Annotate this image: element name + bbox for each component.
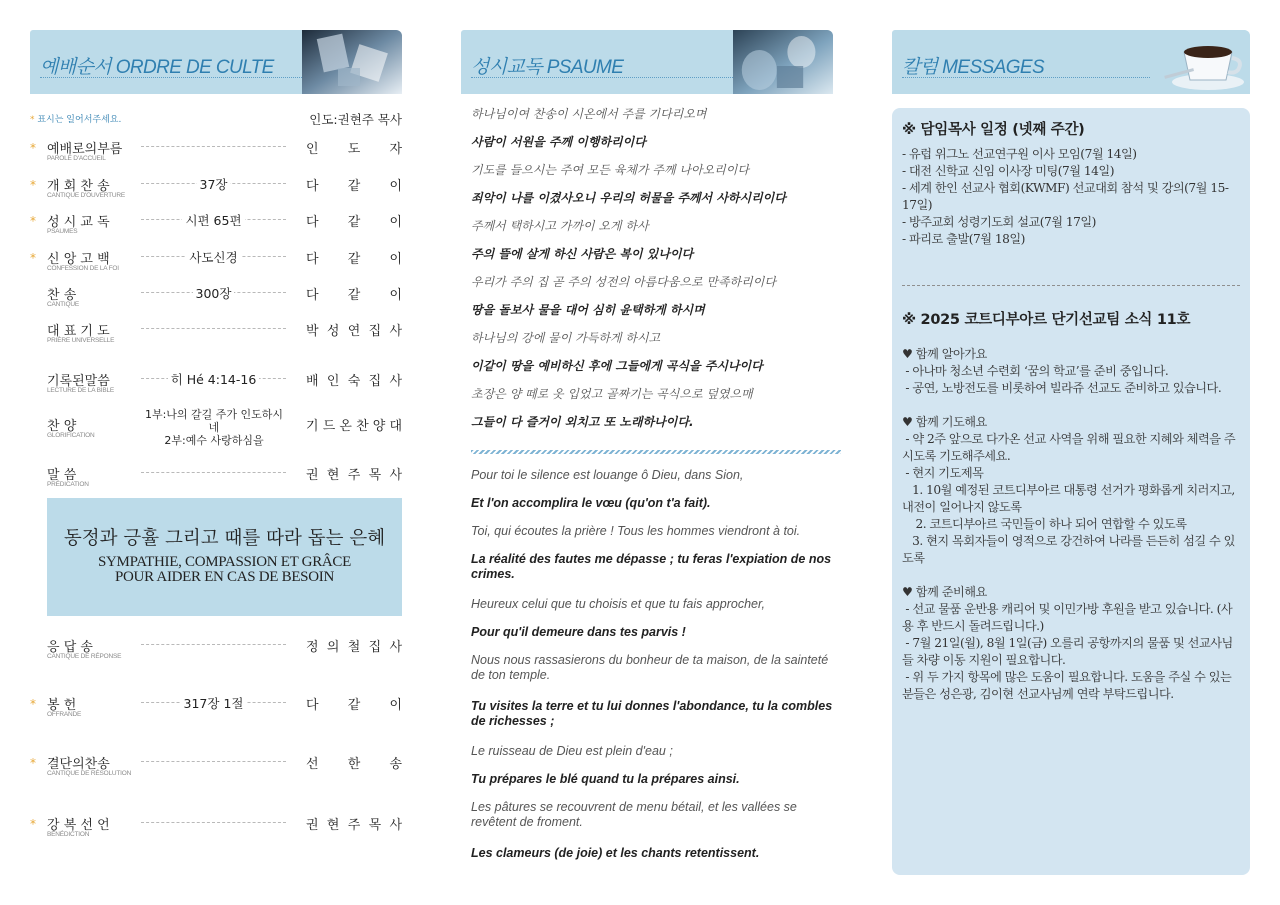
choir-song-1: 1부:나의 갈길 주가 인도하시네 <box>137 408 291 434</box>
news-text-body: ♥ 함께 알아가요 - 아나마 청소년 수련회 ‘꿈의 학교’를 준비 중입니다. - 공연, 노방전도를 비롯하여 빌라쥬 선교도 준비하고 있습니다. ♥ 함께 기도해요 - 약 2주 앞으로 다가온 선교 사역을 위해 필요한 지혜와 체력을 주시도록 기도해주세요. - 현지 기도제목 1. 10월 예정된 코트디부아르 대통령 선거가 평화롭게 치러지고, 내전이 일어나지 않도록 2. 코트디부아르 국민들이 하나 되어 연합할 수 있도록 3. 현지 목회자들이 영적으로 강건하여 나라를 든든히 섬길 수 있도록 ♥ 함께 준비해요 - 선교 물품 운반용 캐리어 및 이민가방 후원을 받고 있습니다. (사용 후 반드시 돌려드립니다.) - 7월 21일(월), 8월 1일(금) 오를리 공항까지의 물품 및 선교사님들 차량 이동 지원이 필요합니다. - 위 두 가지 항목에 많은 도움이 필요합니다. 도움을 주실 수 있는 분들은 성은광, 김이현 선교사님께 연락 부탁드립니다. <box>902 347 1236 701</box>
standing-note <box>30 112 121 125</box>
dashed-leader <box>141 761 286 762</box>
item-who <box>306 284 402 303</box>
psalm-ko-line: 우리가 주의 집 곧 주의 성전의 아름다움으로 만족하리이다 <box>471 275 776 289</box>
item-name-fr: LECTURE DE LA BIBLE <box>47 387 115 394</box>
psalm-fr-line: Nous nous rassasierons du bonheur de ta maison, de la sainteté de ton temple. <box>471 653 829 682</box>
item-who <box>306 753 402 772</box>
asterisk-mark: * <box>30 115 35 125</box>
messages-column <box>892 30 1250 701</box>
who-char: 사 <box>389 640 402 655</box>
psalm-fr-line: Et l'on accomplira le vœu (qu'on t'a fait). <box>471 496 711 510</box>
item-name-fr: CANTIQUE DE RÉSOLUTION <box>47 770 132 777</box>
who-char: 성 <box>326 324 340 339</box>
who-char: 배 <box>306 374 319 389</box>
who-char: 주 <box>347 468 361 483</box>
psalm-ko-line: 기도를 들으시는 주여 모든 육체가 주께 나아오리이다 <box>471 163 749 177</box>
detail-text: 히 Hé 4:14-16 <box>168 372 260 387</box>
item-who <box>306 415 402 434</box>
sermon-title-fr-line: POUR AIDER EN CAS DE BESOIN <box>114 569 334 585</box>
who-char: 사 <box>389 818 402 833</box>
item-detail <box>141 175 286 193</box>
who-char: 찬 <box>356 419 369 434</box>
item-name: 봉 헌 <box>47 698 77 713</box>
who-char: 온 <box>339 419 352 434</box>
stand-mark: * <box>30 141 36 155</box>
psalm-fr-line: Tu visites la terre et tu lui donnes l'abondance, tu la combles de richesses ; <box>471 699 833 728</box>
detail-text: 37장 <box>197 177 231 192</box>
messages-title: 칼럼 MESSAGES <box>902 57 1045 78</box>
item-detail <box>141 370 286 388</box>
who-char: 선 <box>306 757 319 772</box>
psalm-fr-line: Les pâtures se recouvrent de menu bétail, et les vallées se revêtent de froment. <box>471 800 797 829</box>
item-name-fr: CANTIQUE DE RÉPONSE <box>47 653 122 660</box>
who-char: 같 <box>347 215 361 230</box>
item-name: 대 표 기 도 <box>47 324 110 339</box>
who-char: 현 <box>326 818 340 833</box>
dashed-divider <box>902 285 1240 286</box>
schedule-text-body: - 유럽 위그노 선교연구원 이사 모임(7월 14일) - 대전 신학교 신임 이사장 미팅(7월 14일) - 세계 한인 선교사 협회(KWMF) 선교대회 참석 및 강의(7월 15-17일) - 방주교회 성령기도회 설교(7월 17일) - 파리로 출발(7월 18일) <box>902 147 1229 246</box>
order-item-resolution <box>30 753 402 783</box>
header-dotted-line <box>471 77 737 78</box>
who-char: 목 <box>368 468 382 483</box>
news-heading: ※ 2025 코트디부아르 단기선교팀 소식 11호 <box>902 312 1191 328</box>
dashed-leader <box>141 644 286 645</box>
who-char: 이 <box>389 215 402 230</box>
header-dotted-line <box>40 77 306 78</box>
who-char: 양 <box>372 419 386 434</box>
psalm-fr-line: Les clameurs (de joie) et les chants retentissent. <box>471 846 760 860</box>
psalm-separator <box>471 450 841 454</box>
who-char: 집 <box>368 324 382 339</box>
item-name-fr: PAROLE D'ACCUEIL <box>47 155 106 162</box>
order-title: 예배순서 ORDRE DE CULTE <box>40 57 274 78</box>
who-char: 같 <box>347 698 361 713</box>
who-char: 다 <box>306 179 319 194</box>
messages-header <box>892 30 1250 94</box>
item-name-fr: CANTIQUE <box>47 301 79 308</box>
schedule-heading: ※ 담임목사 일정 (넷째 주간) <box>902 122 1085 138</box>
psalm-header <box>461 30 833 94</box>
psalm-column <box>461 30 833 860</box>
who-char: 같 <box>347 288 361 303</box>
order-header <box>30 30 402 94</box>
item-name-fr: GLORIFICATION <box>47 432 95 439</box>
order-item-response <box>30 636 402 666</box>
item-who <box>306 814 402 833</box>
who-char: 숙 <box>347 374 361 389</box>
note-text: 표시는 일어서주세요. <box>34 115 122 125</box>
psalm-ko-line: 죄악이 나를 이겼사오니 우리의 허물을 주께서 사하시리이다 <box>471 191 786 205</box>
choir-song-2: 2부:예수 사랑하심을 <box>161 434 266 447</box>
who-char: 인 <box>326 374 340 389</box>
who-char: 사 <box>389 324 402 339</box>
who-char: 다 <box>306 252 319 267</box>
who-char: 같 <box>347 252 361 267</box>
item-name: 신 앙 고 백 <box>47 252 110 267</box>
order-item-opening-hymn <box>30 175 402 205</box>
detail-text: 300장 <box>193 286 235 301</box>
order-item-choir <box>30 408 402 447</box>
who-char: 다 <box>306 698 319 713</box>
item-name: 개 회 찬 송 <box>47 179 110 194</box>
psalm-ko-line: 하나님이여 찬송이 시온에서 주를 기다리오며 <box>471 107 707 121</box>
order-item-scripture <box>30 370 402 400</box>
who-char: 기 <box>306 419 319 434</box>
item-name-fr: PRÉDICATION <box>47 481 89 488</box>
stand-mark: * <box>30 817 36 831</box>
dashed-leader <box>141 328 286 329</box>
item-name-fr: BÉNÉDICTION <box>47 831 90 838</box>
item-name-fr: PRIÈRE UNIVERSELLE <box>47 337 115 344</box>
who-char: 같 <box>347 179 361 194</box>
stand-mark: * <box>30 251 36 265</box>
item-who <box>306 370 402 389</box>
who-char: 대 <box>389 419 402 434</box>
sermon-title-ko: 동정과 긍휼 그리고 때를 따라 돕는 은혜 <box>63 528 386 549</box>
order-item-creed <box>30 248 402 278</box>
psalm-fr-line: Pour toi le silence est louange ô Dieu, dans Sion, <box>471 468 744 482</box>
dashed-leader <box>141 472 286 473</box>
decorative-cubes-photo <box>733 30 833 94</box>
item-detail <box>141 211 286 229</box>
order-column <box>30 30 402 838</box>
item-who <box>306 211 402 230</box>
item-detail <box>141 248 286 266</box>
psalm-ko-line: 이같이 땅을 예비하신 후에 그들에게 곡식을 주시나이다 <box>471 359 763 373</box>
who-char: 송 <box>389 757 402 772</box>
sermon-title-fr-line: SYMPATHIE, COMPASSION ET GRÂCE <box>97 554 351 570</box>
item-name: 기록된말씀 <box>47 374 110 389</box>
psalm-ko-line: 초장은 양 떼로 옷 입었고 골짜기는 곡식으로 덮였으매 <box>471 387 753 401</box>
detail-text: 사도신경 <box>186 250 240 265</box>
stand-mark: * <box>30 214 36 228</box>
item-who <box>306 636 402 655</box>
psalm-fr-line: Pour qu'il demeure dans tes parvis ! <box>471 625 686 639</box>
who-char: 이 <box>389 252 402 267</box>
order-item-offering <box>30 694 402 724</box>
item-name: 찬 송 <box>47 288 77 303</box>
order-item-psalm <box>30 211 402 241</box>
who-char: 사 <box>389 468 402 483</box>
who-char: 박 <box>306 324 319 339</box>
item-name: 결단의찬송 <box>47 757 110 772</box>
dashed-leader <box>141 822 286 823</box>
choir-songs <box>134 408 294 447</box>
psalm-ko-line: 땅을 돌보사 물을 대어 심히 윤택하게 하시며 <box>471 303 705 317</box>
sermon-title-box <box>47 498 402 616</box>
who-char: 도 <box>347 142 361 157</box>
who-char: 주 <box>347 818 361 833</box>
sermon-title-fr <box>47 555 402 585</box>
dashed-leader <box>141 146 286 147</box>
item-name-fr: PSAUMES <box>47 228 78 235</box>
header-dotted-line <box>902 77 1154 78</box>
item-name-fr: CONFESSION DE LA FOI <box>47 265 119 272</box>
decorative-glass-photo <box>302 30 402 94</box>
messages-panel <box>892 108 1250 875</box>
item-who <box>306 175 402 194</box>
item-who <box>306 694 402 713</box>
who-char: 집 <box>368 640 382 655</box>
psalm-ko-line: 주께서 택하시고 가까이 오게 하사 <box>471 219 649 233</box>
item-who <box>306 248 402 267</box>
psalm-ko-line: 주의 뜰에 살게 하신 사람은 복이 있나이다 <box>471 247 694 261</box>
item-detail <box>141 284 286 302</box>
psalm-fr-line: Tu prépares le blé quand tu la prépares ainsi. <box>471 772 740 786</box>
item-detail <box>141 694 286 712</box>
item-name: 강 복 선 언 <box>47 818 110 833</box>
stand-mark: * <box>30 178 36 192</box>
who-char: 의 <box>326 640 340 655</box>
who-char: 집 <box>368 374 382 389</box>
order-item-prayer <box>30 320 402 350</box>
stand-mark: * <box>30 697 36 711</box>
who-char: 목 <box>368 818 382 833</box>
who-char: 권 <box>306 818 319 833</box>
detail-text: 317장 1절 <box>181 696 247 711</box>
psalm-ko-line: 그들이 다 즐거이 외치고 또 노래하나이다. <box>471 415 694 429</box>
order-item-hymn <box>30 284 402 314</box>
schedule-text <box>902 146 1242 248</box>
who-char: 현 <box>326 468 340 483</box>
who-char: 자 <box>389 142 402 157</box>
who-char: 인 <box>306 142 319 157</box>
who-char: 이 <box>389 288 402 303</box>
item-name-fr: CANTIQUE D'OUVERTURE <box>47 192 126 199</box>
news-text <box>902 346 1242 703</box>
item-name: 예배로의부름 <box>47 142 123 157</box>
psalm-ko-line: 사람이 서원을 주께 이행하리이다 <box>471 135 646 149</box>
who-char: 연 <box>347 324 361 339</box>
psalm-ko-line: 하나님의 강에 물이 가득하게 하시고 <box>471 331 661 345</box>
who-char: 사 <box>389 374 402 389</box>
coffee-cup-icon <box>1150 30 1250 94</box>
psalm-fr-line: Le ruisseau de Dieu est plein d'eau ; <box>471 744 673 758</box>
order-item-sermon <box>30 464 402 494</box>
item-name: 성 시 교 독 <box>47 215 110 230</box>
who-char: 권 <box>306 468 319 483</box>
who-char: 다 <box>306 288 319 303</box>
item-who <box>306 464 402 483</box>
who-char: 다 <box>306 215 319 230</box>
psalm-fr-line: Toi, qui écoutes la prière ! Tous les hommes viendront à toi. <box>471 524 801 538</box>
stand-mark: * <box>30 756 36 770</box>
item-who <box>306 138 402 157</box>
who-char: 철 <box>347 640 361 655</box>
item-name-fr: OFFRANDE <box>47 711 82 718</box>
psalm-fr-line: Heureux celui que tu choisis et que tu fais approcher, <box>471 597 765 611</box>
psalm-fr-line: La réalité des fautes me dépasse ; tu feras l'expiation de nos crimes. <box>471 552 832 581</box>
who-char: 한 <box>347 757 361 772</box>
detail-text: 시편 65편 <box>182 213 244 228</box>
who-char: 드 <box>322 419 336 434</box>
who-char: 정 <box>306 640 319 655</box>
item-name: 말 씀 <box>47 468 77 483</box>
order-item-call <box>30 138 402 168</box>
item-who <box>306 320 402 339</box>
who-char: 이 <box>389 179 402 194</box>
psalm-title: 성시교독 PSAUME <box>471 57 624 78</box>
item-name: 찬 양 <box>47 419 77 434</box>
who-char: 이 <box>389 698 402 713</box>
item-name: 응 답 송 <box>47 640 93 655</box>
order-item-benediction <box>30 814 402 844</box>
leader-label: 인도:권현주 목사 <box>309 112 402 127</box>
